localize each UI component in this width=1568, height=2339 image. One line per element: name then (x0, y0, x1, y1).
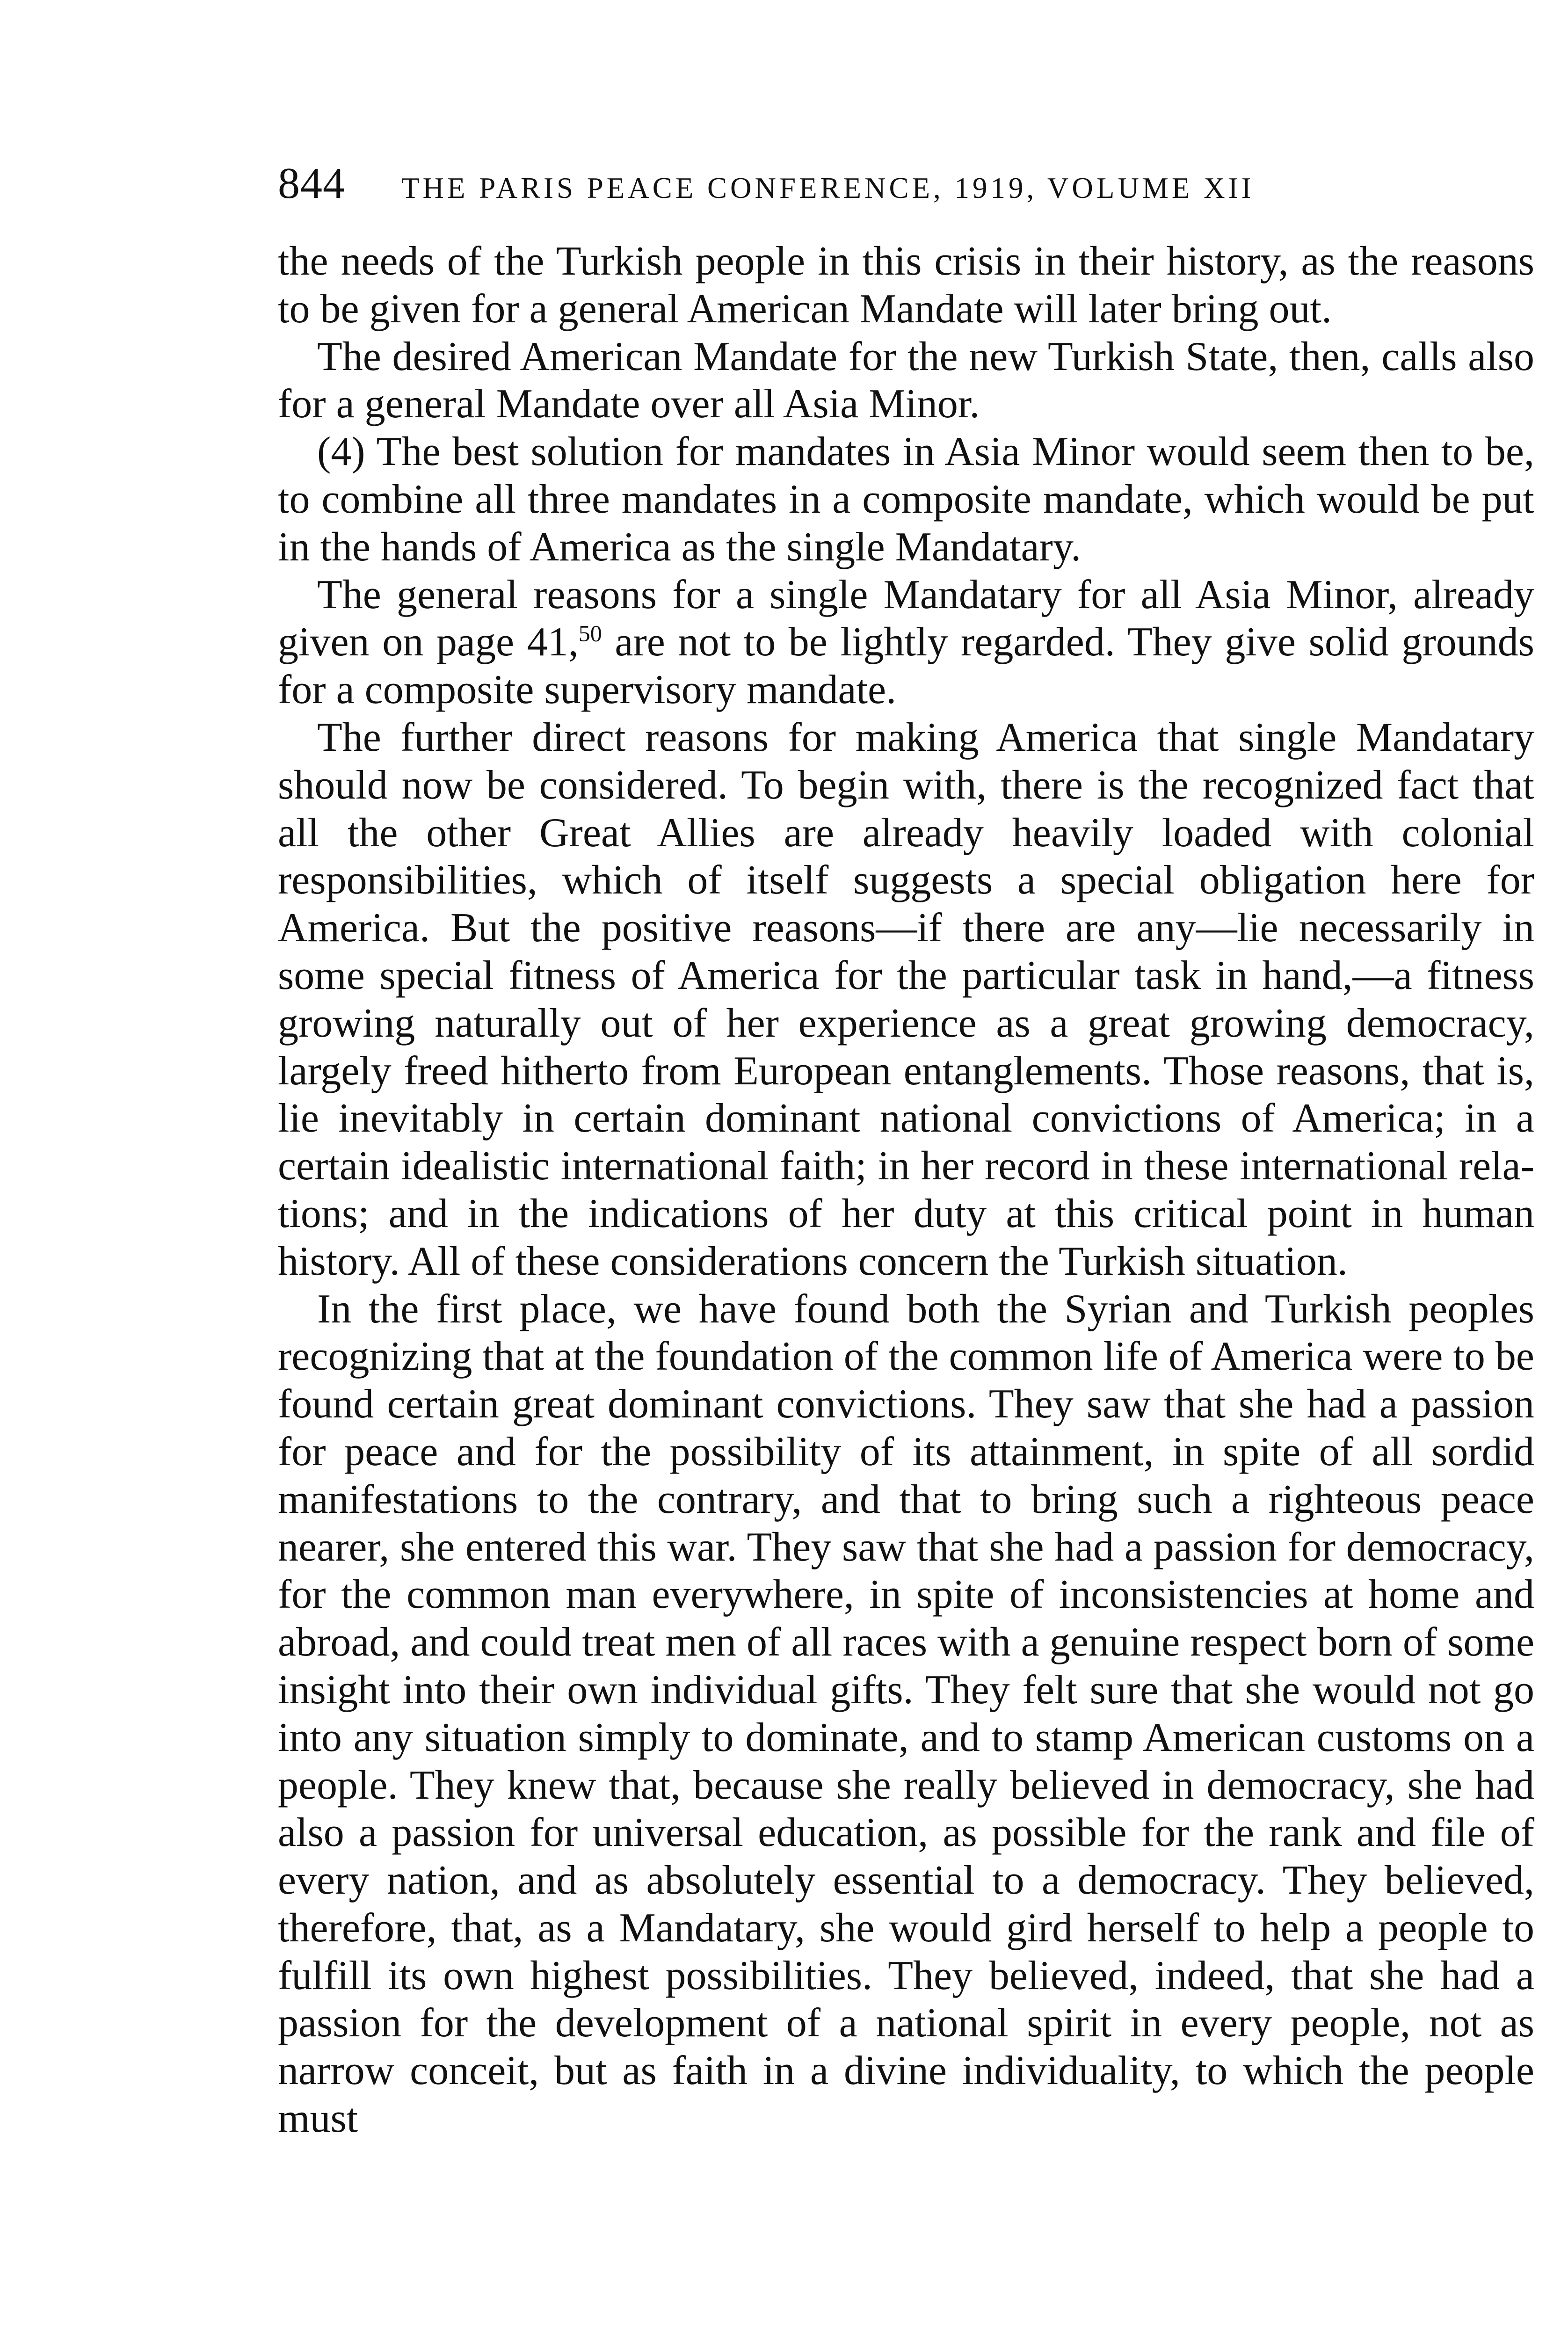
paragraph: The desired American Mandate for the new Turkish State, then, calls also for a general Mandate over all Asia Minor. (278, 334, 1534, 427)
page-number: 844 (278, 159, 345, 208)
paragraph-text: The general reasons for a single Mandatary for all Asia Minor, already given on page 41, (278, 572, 1534, 665)
paragraph: In the first place, we have found both the Syrian and Turkish peoples recognizing that at the foundation of the common life of America were to be found certain great dominant convictions. They saw that she had a passion for peace and for the possibility of its attainment, in spite of all sordid manifestations to the contrary, and that to bring such a righteous peace nearer, she entered this war. They saw that she had a passion for democracy, for the common man everywhere, in spite of inconsistencies at home and abroad, and could treat men of all races with a genuine respect born of some insight into their own individual gifts. They felt sure that she would not go into any situation simply to dominate, and to stamp American customs on a people. They knew that, because she really believed in democracy, she had also a passion for universal education, as possible for the rank and file of every nation, and as absolutely essential to a democracy. They believed, therefore, that, as a Mandatary, she would gird herself to help a people to fulfill its own highest possibilities. They believed, indeed, that she had a passion for the development of a national spirit in every people, not as narrow conceit, but as faith in a divine individuality, to which the people must (278, 1286, 1534, 2142)
page-header (278, 161, 1532, 218)
paragraph: (4) The best solution for mandates in Asia Minor would seem then to be, to combine all three mandates in a composite mandate, which would be put in the hands of America as the single Mandatary. (278, 429, 1534, 570)
paragraph-with-footnote-ref (278, 571, 1534, 714)
paragraph: The further direct reasons for making America that single Mandatary should now be considered. To begin with, there is the recognized fact that all the other Great Allies are already heavily loaded with colonial responsibilities, which of itself suggests a special obligation here for America. But the positive reasons—if there are any—lie necessarily in some special fitness of America for the particular task in hand,—a fitness growing naturally out of her experience as a great growing democracy, largely freed hitherto from European entanglements. Those reasons, that is, lie inevitably in certain dominant national convictions of America; in a certain idealistic international faith; in her record in these international relations; and in the indications of her duty at this critical point in human history. All of these considerations concern the Turkish situation. (278, 714, 1534, 1284)
running-title: THE PARIS PEACE CONFERENCE, 1919, VOLUME XII (401, 172, 1255, 204)
body-text (278, 238, 1534, 2143)
paragraph-continued: the needs of the Turkish people in this crisis in their history, as the reasons to be given for a general American Mandate will later bring out. (278, 239, 1534, 332)
paragraph-text: are not to be lightly regarded. They give solid grounds for a composite supervisory mandate. (278, 619, 1535, 713)
footnote-reference: 50 (578, 620, 602, 647)
